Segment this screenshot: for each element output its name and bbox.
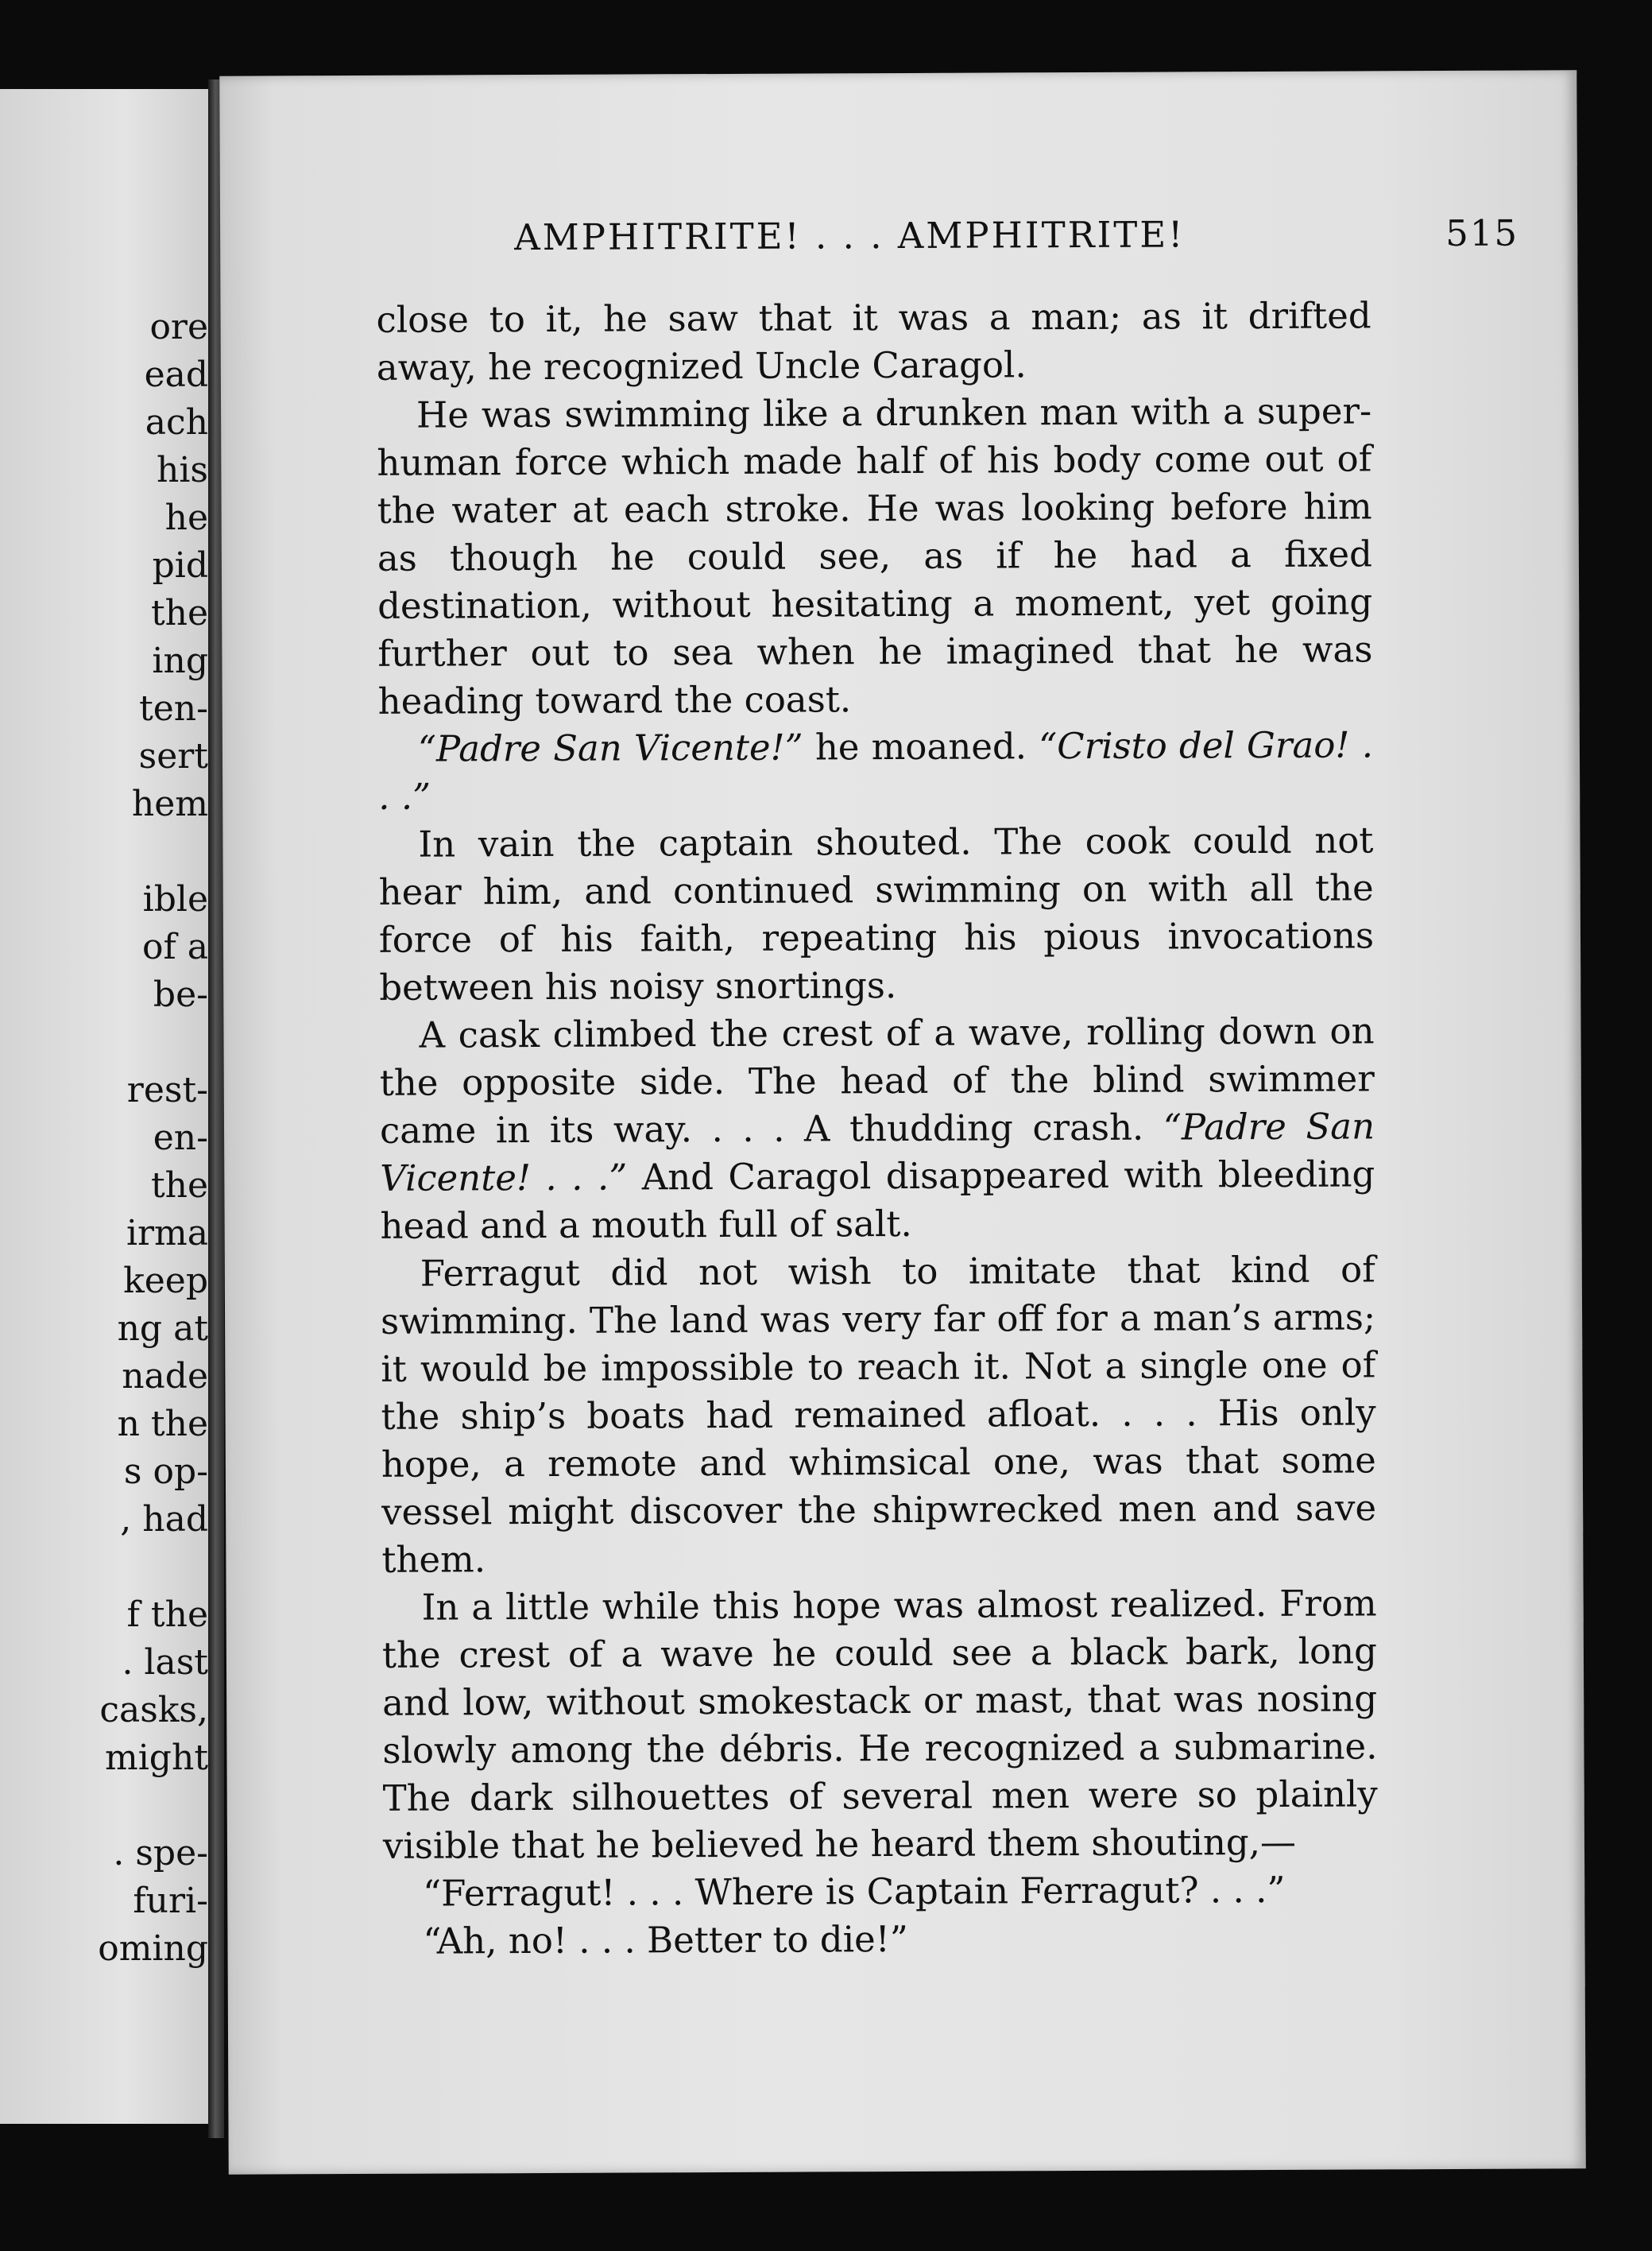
facing-page-fragment: . spe- (113, 1833, 208, 1873)
facing-page-fragment: he (164, 498, 208, 538)
facing-page-fragment: ead (144, 355, 208, 395)
page-number: 515 (1445, 211, 1519, 255)
facing-page-fragment: ore (149, 307, 208, 347)
facing-page-fragment: might (105, 1738, 208, 1778)
facing-page-fragment: irma (126, 1213, 208, 1253)
facing-page-fragment: the (150, 593, 208, 633)
paragraph-1: close to it, he saw that it was a man; as it drifted away, he recognized Uncle Caragol. (376, 294, 1372, 389)
paragraph-3: “Padre San Vicente!” he moaned. “Cristo del Grao! . . .” (378, 723, 1374, 818)
facing-page-fragment: keep (123, 1261, 208, 1301)
facing-page-fragment: f the (126, 1594, 208, 1635)
facing-page-fragment: be- (153, 974, 208, 1015)
dialog-line-1: “Ferragut! . . . Where is Captain Ferragut? . . .” (423, 1868, 1286, 1915)
facing-page-fragment: his (157, 450, 208, 490)
facing-page-fragment: ach (145, 402, 208, 443)
facing-page-fragment: the (150, 1165, 208, 1206)
paragraph-7: In a little while this hope was almost realized. From the crest of a wave he could see a black bark, long and low, without smokestack or mast, that was nosing slowly among the débris. He recognized a submarine. The dark silhouettes of several men were so plainly visible that he believed he heard them shouting,— (381, 1582, 1378, 1867)
facing-page-fragment: ng at (117, 1308, 208, 1349)
dialog-line-2: “Ah, no! . . . Better to die!” (423, 1917, 908, 1962)
facing-page-fragment: sert (138, 736, 208, 777)
body-text (376, 292, 1378, 1965)
running-head-title: AMPHITRITE! . . . AMPHITRITE! (514, 213, 1186, 259)
exclamation-italic: “Padre San Vicente! . . .” (380, 1105, 1375, 1199)
facing-page-fragment: s op- (123, 1451, 208, 1492)
exclamation-italic: “Cristo del Grao! . . .” (378, 723, 1374, 818)
running-head (514, 212, 1519, 259)
facing-page-fragment: n the (117, 1404, 208, 1444)
exclamation-italic: “Padre San Vicente!” (417, 726, 803, 770)
facing-page-fragment: of a (142, 927, 208, 967)
paragraph-5: A cask climbed the crest of a wave, rolling down on the opposite side. The head of the blind swimmer came in its way. . . . A thudding crash. “Padre San Vicente! . . .” And Caragol disappeared with bleeding head and a mouth full of salt. (379, 1009, 1375, 1247)
facing-page-fragment: . last (122, 1642, 208, 1683)
facing-page-fragment: furi- (133, 1881, 208, 1921)
facing-page-fragment: ible (142, 879, 208, 920)
facing-page-fragment: ten- (139, 688, 208, 729)
facing-page-fragment: casks, (99, 1690, 208, 1730)
facing-page-fragment: nade (122, 1356, 208, 1397)
facing-page-fragment: pid (152, 545, 208, 586)
paragraph-2: He was swimming like a drunken man with a super-human force which made half of his body come out of the water at each stroke. He was looking before him as though he could see, as if he had a fixed destination, without hesitating a moment, yet going further out to sea when he imagined that he was heading toward the coast. (377, 389, 1373, 723)
paragraph-6: Ferragut did not wish to imitate that kind of swimming. The land was very far off for a man’s arms; it would be impossible to reach it. Not a single one of the ship’s boats had remained afloat. . . . His only hope, a remote and whimsical one, was that some vessel might discover the shipwrecked men and save them. (380, 1248, 1377, 1581)
facing-page-left (0, 89, 208, 2124)
facing-page-fragment: , had (120, 1499, 208, 1540)
facing-page-fragment: ing (152, 641, 208, 681)
facing-page-fragment: rest- (126, 1070, 208, 1110)
facing-page-fragment: en- (153, 1118, 208, 1158)
facing-page-fragment: oming (98, 1928, 208, 1969)
paragraph-4: In vain the captain shouted. The cook could not hear him, and continued swimming on with all the force of his faith, repeating his pious invocations between his noisy snortings. (378, 819, 1375, 1009)
book-page (219, 70, 1586, 2174)
facing-page-fragment: hem (131, 784, 208, 824)
